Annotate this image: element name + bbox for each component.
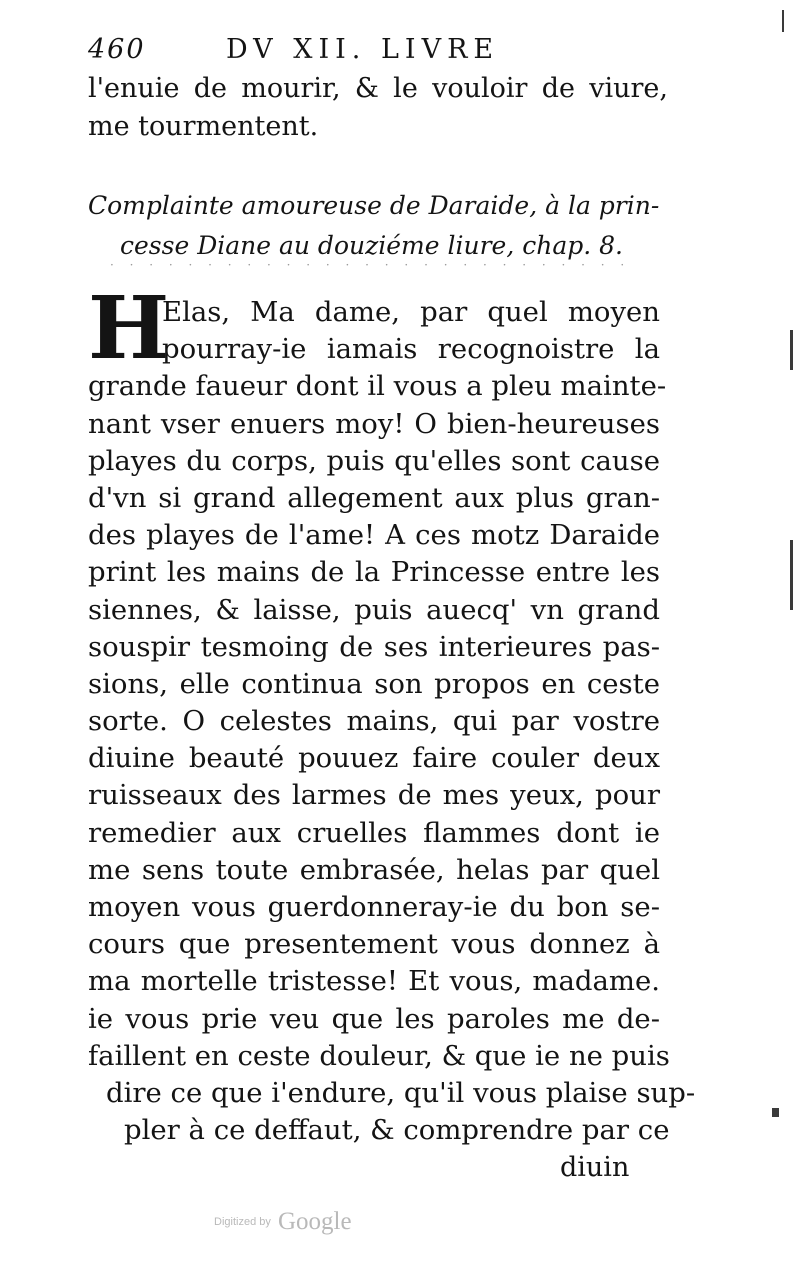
body-line: diuine beauté pouuez faire couler deux bbox=[88, 742, 660, 775]
body-line: sorte. O celestes mains, qui par vostre bbox=[88, 705, 660, 738]
running-head-title: DV XII. LIVRE bbox=[226, 34, 500, 65]
digitized-by-watermark bbox=[214, 1208, 352, 1238]
body-line: faillent en ceste douleur, & que ie ne puis bbox=[88, 1039, 670, 1072]
body-line: pourray-ie iamais recognoistre la bbox=[162, 333, 660, 366]
body-line: siennes, & laisse, puis auecq' vn grand bbox=[88, 593, 660, 626]
body-line: des playes de l'ame! A ces motz Daraide bbox=[88, 519, 660, 552]
bleed-through-marks: · · · · · · · · · · · · · · · · · · · · · · · · · · · bbox=[110, 258, 631, 272]
watermark-prefix: Digitized by bbox=[214, 1216, 271, 1228]
page-edge-mark bbox=[772, 1108, 779, 1117]
page-edge-mark bbox=[782, 10, 784, 32]
heading-line-1: Complainte amoureuse de Daraide, à la prin- bbox=[88, 191, 660, 220]
text-line: l'enuie de mourir, & le vouloir de viure, bbox=[88, 73, 668, 104]
body-line: d'vn si grand allegement aux plus gran- bbox=[88, 481, 660, 514]
body-line: sions, elle continua son propos en ceste bbox=[88, 667, 660, 700]
page-edge-mark bbox=[790, 540, 793, 610]
body-line: playes du corps, puis qu'elles sont cause bbox=[88, 444, 660, 477]
body-line: dire ce que i'endure, qu'il vous plaise sup- bbox=[106, 1076, 696, 1109]
page-number: 460 bbox=[88, 34, 146, 65]
chapter-heading bbox=[88, 186, 668, 266]
body-line: ma mortelle tristesse! Et vous, madame. bbox=[88, 965, 660, 998]
page-edge-mark bbox=[790, 330, 793, 370]
body-line: me sens toute embrasée, helas par quel bbox=[88, 853, 660, 886]
drop-cap-initial: H bbox=[88, 278, 170, 379]
body-line: cours que presentement vous donnez à bbox=[88, 928, 660, 961]
text-line: me tourmentent. bbox=[88, 110, 319, 142]
body-line: pler à ce deffaut, & comprendre par ce bbox=[124, 1114, 670, 1147]
watermark-brand: Google bbox=[277, 1208, 352, 1235]
body-line: remedier aux cruelles flammes dont ie bbox=[88, 816, 660, 849]
body-line: grande faueur dont il vous a pleu mainte- bbox=[88, 370, 667, 403]
body-line: souspir tesmoing de ses interieures pas- bbox=[88, 630, 660, 663]
catchword: diuin bbox=[560, 1152, 630, 1183]
body-line: nant vser enuers moy! O bien-heureuses bbox=[88, 407, 660, 440]
body-line: Elas, Ma dame, par quel moyen bbox=[162, 296, 660, 328]
body-line: print les mains de la Princesse entre les bbox=[88, 556, 660, 589]
running-head bbox=[88, 34, 558, 68]
heading-line-2: cesse Diane au douziéme liure, chap. 8. bbox=[120, 231, 623, 260]
body-line: ruisseaux des larmes de mes yeux, pour bbox=[88, 779, 660, 812]
body-line: ie vous prie veu que les paroles me de- bbox=[88, 1002, 660, 1035]
opening-lines bbox=[88, 70, 668, 145]
body-text bbox=[88, 278, 696, 1149]
body-line: moyen vous guerdonneray-ie du bon se- bbox=[88, 891, 660, 923]
